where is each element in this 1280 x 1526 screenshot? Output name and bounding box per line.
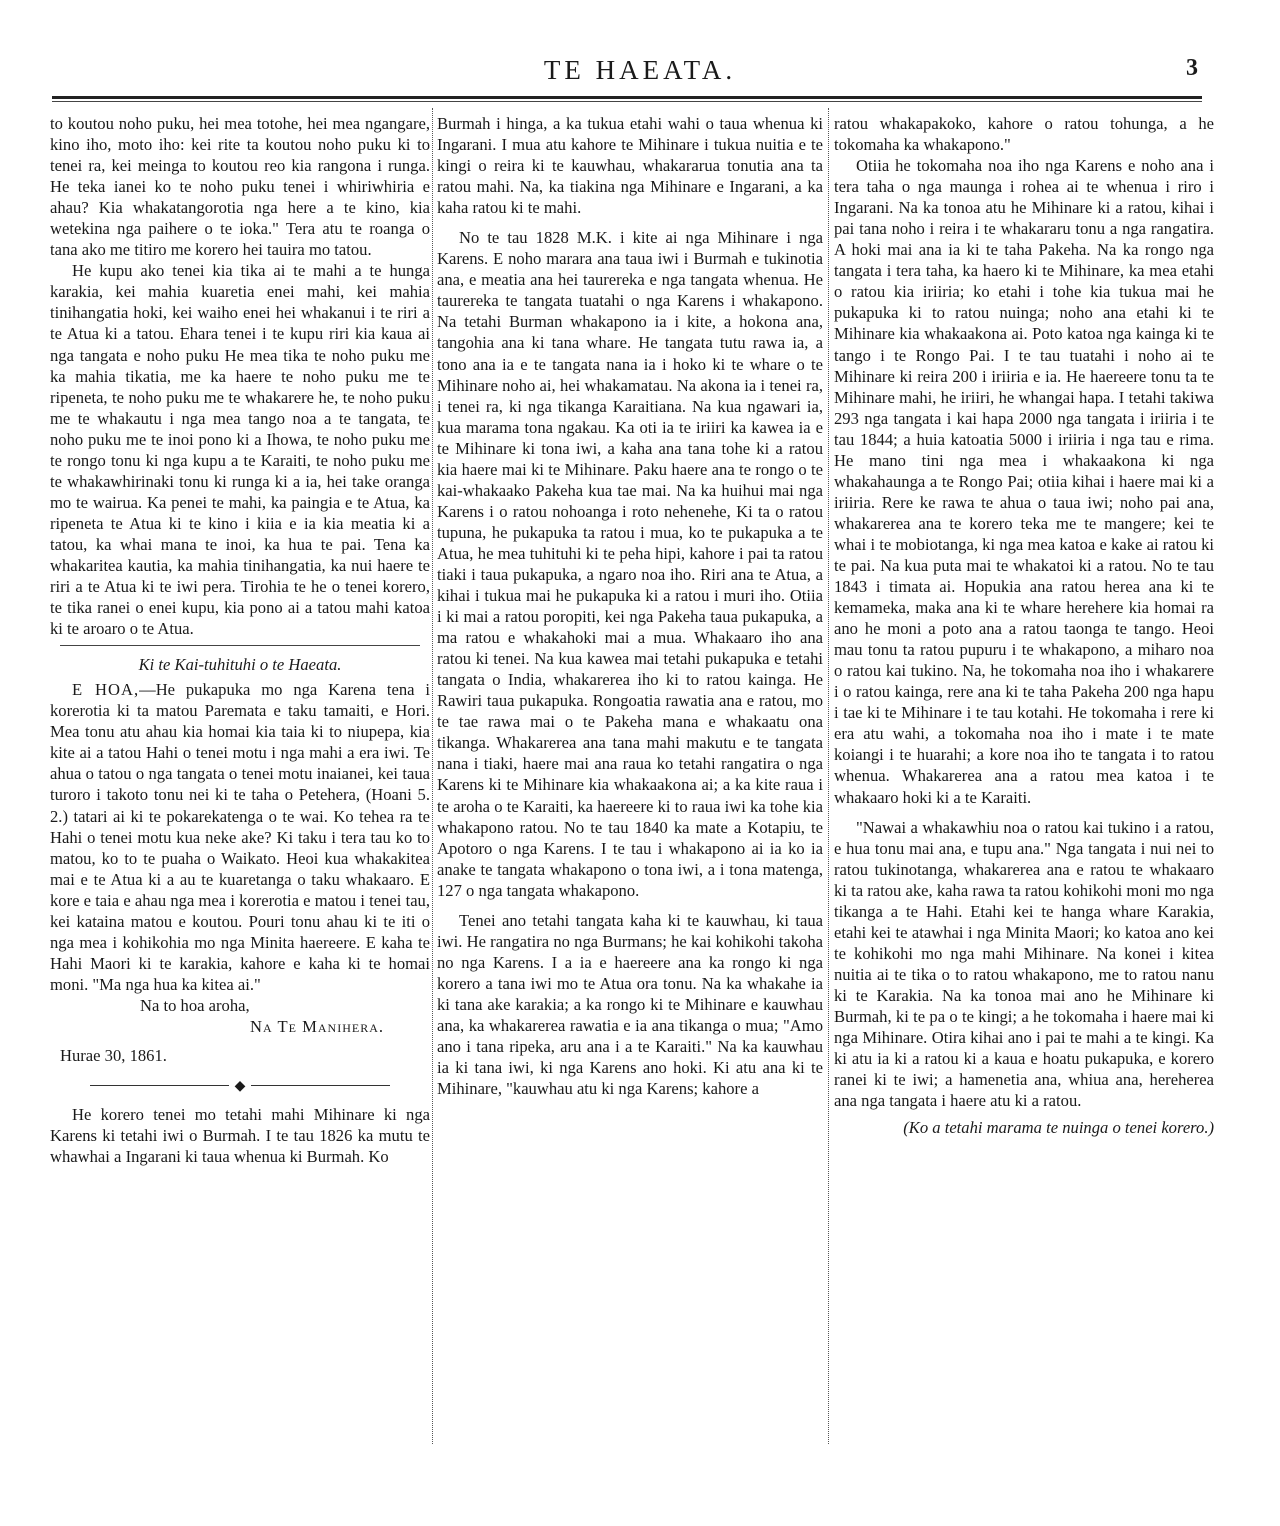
ornament-icon: ◆ (229, 1079, 252, 1094)
letter-date: Hurae 30, 1861. (60, 1046, 167, 1066)
column-2 (437, 113, 823, 1099)
col2-paragraph-1: Burmah i hinga, a ka tukua etahi wahi o taua whenua ki Ingarani. I mua atu kahore te Mihinare i tukua nuitia e te kingi o reira ki te kauwhau, whakararua tonutia ana ta ratou mahi. Na, ka tiakina nga Mihinare e Ingarani, a ka kaha ratou ki te mahi. (437, 114, 823, 218)
header-rule-thin (52, 101, 1202, 102)
letter-signature: Na Te Manihera. (250, 1016, 385, 1036)
col3-paragraph-1: ratou whakapakoko, kahore o ratou tohunga, a he tokomaha ka whakapono." (834, 114, 1214, 155)
col1-paragraph-1: to koutou noho puku, hei mea totohe, hei mea ngangare, kino iho, moto iho: kei rite ta koutou noho puku ki to tenei ra, kei meinga to koutou reo kia rangona i runga. He teka ianei ko te noho puku tenei i whiriwhiria e ahau? Kia whakatangorotia nga here a te kino, kia wetekina nga paihere o te ioka." Tera atu te roanga o tana ako me titiro me korero hei tauira mo tatou. (50, 114, 430, 260)
column-divider-1 (432, 108, 433, 1444)
letter-sign-off: Na to hoa aroha, (140, 995, 250, 1015)
col3-paragraph-2: Otiia he tokomaha noa iho nga Karens e noho ana i tera taha o nga maunga i rohea ai te whenua i riro i Ingarani. Na ka tonoa atu he Mihinare ki a ratou, kihai i pai tana noho i reira i te whakararu tonu a nga rangatira. A hoki mai ana ia ki te taha Pakeha. Na ka rongo nga tangata i tera taha, ka haero ki te Mihinare, ka mea etahi o ratou kia iriiria; ko etahi i tohe kia tukua mai he pukapuka ki to ratou nuinga; noho ana etahi ki te Mihinare kia whakaakona ai. Poto katoa nga kainga ki te tango i te Rongo Pai. I te tau tuatahi i noho ai te Mihinare ki reira 200 i iriiria e ia. He haereere tonu ta te Mihinare mahi, he iriiri, he whangai hapa. I tetahi takiwa 293 nga tangata i kai hapa 2000 nga tangata i iriiria i te tau 1844; a huia katoatia 5000 i iriiria i nga tau e rima. He mano tini nga mea i whakaakona ki nga whakahaunga a te Rongo Pai; otiia kihai i haere mai ki a iriiria. Rere ke rawa te ahua o taua iwi; noho pai ana, whakarerea ana te korero teka me te mangere; kei te whai i te mobiotanga, ki nga mea katoa e kake ai ratou ki te pai. Na kua puta mai te whakatoi ki a ratou. No te tau 1843 i timata ai. Hopukia ana ratou herea ana ki te kemameka, maka ana ki te whare herehere kia homai ra ano he moni a poto ana a ratou taonga te tango. Heoi mau tonu ta ratou pupuru i te whakapono, a miharo noa o ratou kai tukino. Na, he tokomaha noa iho i whakarere i o ratou kainga, rere ana ki te taha Pakeha 200 nga hapu i tae ki te Mihinare i te tau kotahi. He tokomaha i rere ki era atu wahi, a tokomaha noa iho i mate i te mate koiangi i te huarahi; a kore noa iho te tangata i to ratou whenua. Whakarerea ana a ratou mea katoa i te whakaaro hoki ki a te Karaiti. (834, 156, 1214, 807)
col3-paragraph-3: "Nawai a whakawhiu noa o ratou kai tukino i a ratou, e hua tonu mai ana, e tupu ana." Nga tangata i nui nei to ratou tukinotanga, whakarerea ana e ratou te whakaaro ki ta ratou ake, kaha rawa ta ratou kohikohi moni mo nga tikanga a te Hahi. Etahi kei te hanga whare Karakia, etahi kei te atawhai i nga Minita Maori; ko katoa ano kei te kohikohi mo nga mahi Mihinare. Na konei i kitea nuitia ai te tika o to ratou whakapono, me to ratou nanu ki te Karakia. Na ka tonoa mai ano he Mihinare ki Burmah, ki te pa o te kingi; a he tokomaha i haere mai ki nga Mihinare. Otira kihai ano i pai te mahi a te kingi. Ka ki atu ia ki a ratou ki a kaua e hoatu pukapuka, e korero ranei ki te iwi; a hamenetia ana, whiua ana, hereherea ana nga tangata i haere atu ki a ratou. (834, 817, 1214, 1111)
column-divider-2 (828, 108, 829, 1444)
ornament-divider (50, 1079, 430, 1095)
col1-paragraph-2: He kupu ako tenei kia tika ai te mahi a te hunga karakia, kei mahia kuaretia enei mahi, kei mahia tinihangatia hoki, kei waiho enei hei whakanui i te riri a te Atua ki a tatou. Ehara tenei i te kupu riri kia kaua ai nga tangata e noho puku He mea tika te noho puku me ka mahia tikatia, me ka haere te noho puku me te ripeneta, te noho puku me te whakarere he, te noho puku me te whakautu i nga mea tango noa a te tangata, te noho puku me te inoi pono ki a Ihowa, te noho puku me te rongo tonu ki nga kupu a te Karaiti, te noho puku me te whakawhirinaki tonu ki runga ki a ia, hei take oranga mo te wairua. Ka penei te mahi, ka paingia e te Atua, ka ripeneta te Atua ki te kino i kiia e ia kia meatia ki a tatou, ka whai mana te inoi, ka hua te pai. Tena ka whakaritea kautia, ka mahia tinihangatia, ka nui haere te riri a te Atua ki te iwi pera. Tirohia te he o tenei korero, te tika ranei o enei kupu, kia pono ai a tatou mahi katoa ki te aroaro o te Atua. (50, 261, 430, 639)
column-1 (50, 113, 430, 1167)
letter-title: Ki te Kai-tuhituhi o te Haeata. (138, 655, 342, 675)
newspaper-title: TE HAEATA. (543, 55, 737, 85)
col2-paragraph-2: No te tau 1828 M.K. i kite ai nga Mihinare i nga Karens. E noho marara ana taua iwi i Burmah e tukinotia ana, e meatia ana hei taurereka e nga tangata whenua. He taurereka te tangata tuatahi o nga Karens i whakapono. Na tetahi Burman whakapono ia i kite, a hokona ana, tangohia ana ki tana whare. He tangata tutu rawa ia, a tono ana ia e te tangata nana ia i hoko ki te whare o te Mihinare noho ai, hei whakamatau. Na akona ia i tenei ra, i tenei ra, ki nga tikanga Karaitiana. Na kua ngawari ia, kua marama tona ngakau. Ka oti ia te iriiri ka kawea ia e te Mihinare ki tona iwi, a kaha ana tana tohe ki a ratou kia haere mai ki te Mihinare. Paku haere ana te rongo o te kai-whakaako Pakeha kua tae mai. Na ka huihui mai nga Karens i o ratou nohoanga i roto nehenehe, Ki ta o ratou tupuna, he pukapuka ta ratou i mua, ko te pukapuka a te Atua, he mea tuhituhi ki te peha hipi, kahore i pai ta ratou tiaki i taua pukapuka, a ngaro noa iho. Riri ana te Atua, a kihai i tukua mai he pukapuka ki a ratou i muri iho. Otiia i ki mai a ratou poropiti, kei nga Pakeha taua pukapuka, a ma ratou e whakahoki mai a mua. Whakaaro iho ana ratou ki tenei. Na kua kawea mai tetahi pukapuka e tetahi tangata o India, whakarerea iho ki to ratou kainga. He Rawiri taua pukapuka. Rongoatia rawatia ana e ratou, mo te tae rawa mai o te Pakeha mana e whakaatu ona tikanga. Whakarerea ana tana mahi makutu e te tangata nana i tiaki, haere mai ana raua ko tetahi rangatira o nga Karens ki te Mihinare kia whakaakona ai; a ka kite raua i te aroha o te Karaiti, ka haereere ki to raua iwi ka tohe kia whakapono ratou. No te tau 1840 ka mate a Kotapiu, te Apotoro o nga Karens. I te tau i whakapono ai ia ko ia anake te tangata whakapono o tona iwi, a i tona matenga, 127 o nga tangata whakapono. (437, 228, 823, 900)
letter-greeting: E HOA, (72, 680, 140, 700)
closing-note: (Ko a tetahi marama te nuinga o tenei korero.) (903, 1118, 1214, 1138)
page-header (40, 55, 1240, 91)
section-divider (60, 645, 420, 646)
col1-paragraph-3: He korero tenei mo tetahi mahi Mihinare ki nga Karens ki tetahi iwi o Burmah. I te tau 1826 ka mutu te whawhai a Ingarani ki taua whenua ki Burmah. Ko (50, 1105, 430, 1167)
page-number: 3 (1186, 55, 1198, 81)
letter-body-paragraph (50, 679, 430, 995)
header-rule (52, 96, 1202, 99)
column-3 (834, 113, 1214, 1138)
letter-body: —He pukapuka mo nga Karena tena i korerotia ki ta matou Paremata e taku tamaiti, e Hori. Mea tonu atu ahau kia homai kia taia ki to niupepa, kia kite ai a tatou Hahi o tenei motu i nga mahi a era iwi. Te ahua o tatou o nga tangata o tenei motu inaianei, kei taua turoro i takoto tonu nei ki te taha o Petehera, (Hoani 5. 2.) tatari ai ki te pokarekatenga o te wai. Ko tehea ra te Hahi o tenei motu kua neke ake? Ki taku i tera tau ko to matou, ko to te puaha o Waikato. Heoi kua whakakitea mai e te Atua ki a au te kuaretanga o taku whakaaro. E kore e taia e ahau nga mea i korerotia e matou i tenei tau, kei kataina matou e koutou. Pouri tonu ahau ki te iti o nga mea i kohikohia mo nga Minita haereere. E kaha te Hahi Maori ki te karakia, kahore e kaha ki te homai moni. "Ma nga hua ka kitea ai." (50, 680, 430, 994)
col2-paragraph-3: Tenei ano tetahi tangata kaha ki te kauwhau, ki taua iwi. He rangatira no nga Burmans; he kai kohikohi takoha no nga Karens. I a ia e haereere ana ka rongo ki nga korero a tana iwi mo te Atua ora tonu. Na ka whakahe ia ki tana ake karakia; a ka rongo ki te Mihinare e kauwhau ana, ka whakarerea rawatia e ia ana tikanga o mua; "Amo ano i tana ripeka, aru ana i a te Karaiti." Na ka kauwhau ia ki tana iwi, ki nga Karens ano hoki. Ki atu ana ki te Mihinare, "kauwhau atu ki nga Karens; kahore a (437, 910, 823, 1099)
